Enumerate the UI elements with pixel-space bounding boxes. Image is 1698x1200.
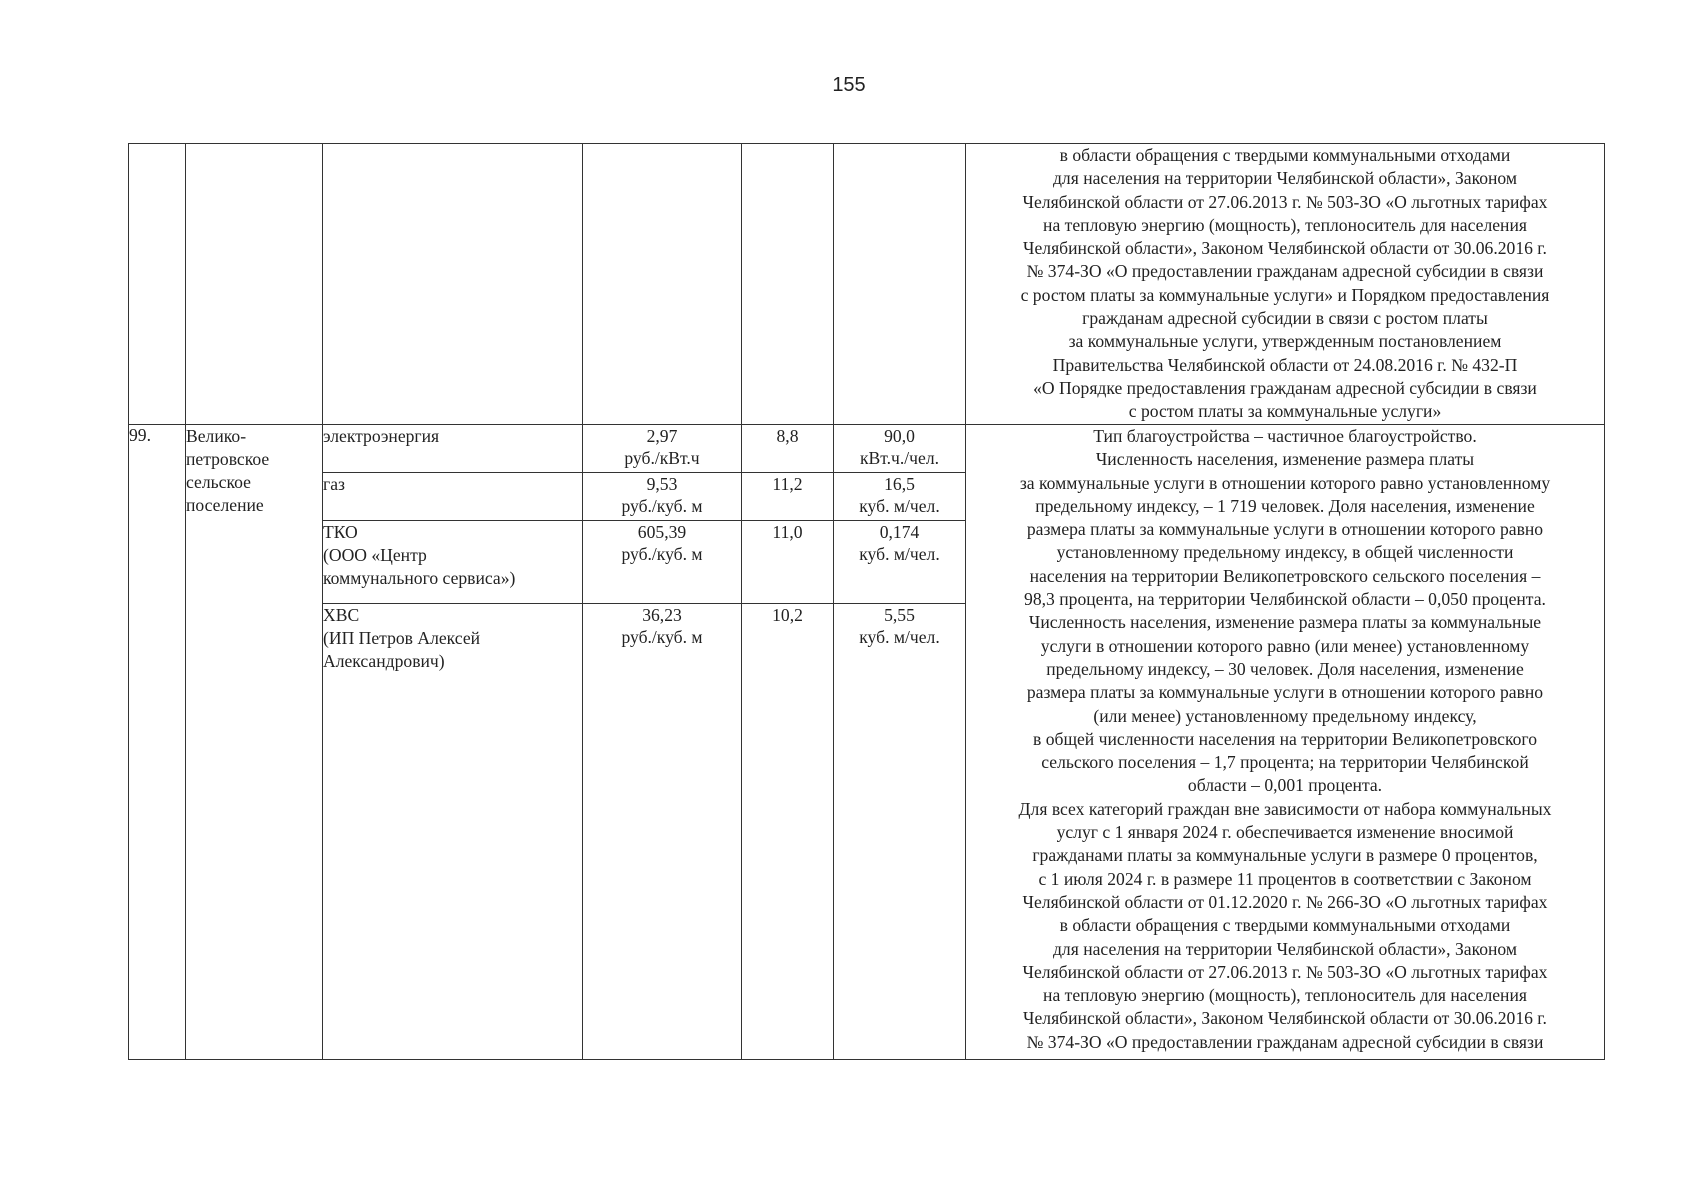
tariff-value: 2,97	[646, 426, 678, 446]
norm-cell	[834, 473, 966, 521]
row-note	[966, 425, 1605, 1060]
note-line: Правительства Челябинской области от 24.08.2016 г. № 432-П	[1052, 354, 1518, 375]
tariff-unit: руб./кВт.ч	[624, 448, 700, 468]
tariff-unit: руб./куб. м	[621, 627, 703, 647]
norm-value: 90,0	[884, 426, 915, 446]
note-line: с ростом платы за коммунальные услуги» и Порядком предоставления	[1020, 284, 1550, 305]
service-name	[323, 604, 583, 1060]
note-line: населения на территории Великопетровского сельского поселения –	[1029, 565, 1541, 586]
note-line: (или менее) установленному предельному индексу,	[1093, 705, 1477, 726]
service-name-line: (ИП Петров Алексей	[323, 628, 481, 648]
row-number: 99.	[129, 425, 186, 1060]
empty-cell	[129, 144, 186, 425]
service-name	[323, 425, 583, 473]
note-line: сельского поселения – 1,7 процента; на территории Челябинской	[1041, 752, 1529, 773]
note-line: в области обращения с твердыми коммунальными отходами	[1059, 145, 1511, 165]
service-row-electricity	[129, 425, 1605, 473]
norm-cell	[834, 521, 966, 604]
note-line: в области обращения с твердыми коммунальными отходами	[1059, 915, 1511, 936]
note-line: Тип благоустройства – частичное благоустройство.	[1093, 426, 1477, 446]
note-line: в общей численности населения на территории Великопетровского	[1033, 728, 1537, 749]
tariff-cell	[583, 425, 742, 473]
note-line: Челябинской области от 01.12.2020 г. № 266-ЗО «О льготных тарифах	[1022, 891, 1548, 912]
service-name	[323, 521, 583, 604]
note-line: Челябинской области», Законом Челябинской области от 30.06.2016 г.	[1023, 1008, 1547, 1029]
note-line: гражданам адресной субсидии в связи с ростом платы	[1082, 308, 1488, 329]
norm-value: 16,5	[884, 474, 915, 494]
tariff-cell	[583, 473, 742, 521]
note-line: за коммунальные услуги, утвержденным постановлением	[1068, 331, 1502, 352]
note-line: № 374-ЗО «О предоставлении гражданам адресной субсидии в связи	[1026, 1031, 1544, 1052]
tariff-table	[128, 143, 1605, 1060]
note-line: Челябинской области от 27.06.2013 г. № 503-ЗО «О льготных тарифах	[1022, 191, 1548, 212]
note-line: Челябинской области», Законом Челябинской области от 30.06.2016 г.	[1023, 238, 1547, 259]
settlement-line: петровское	[186, 449, 270, 469]
service-name-line: ХВС	[323, 605, 360, 625]
service-name-line: газ	[323, 474, 345, 494]
empty-cell	[742, 144, 834, 425]
note-line: с ростом платы за коммунальные услуги»	[1128, 401, 1442, 422]
empty-cell	[583, 144, 742, 425]
note-line: области – 0,001 процента.	[1187, 775, 1383, 796]
note-line: Для всех категорий граждан вне зависимости от набора коммунальных	[1018, 798, 1552, 819]
empty-cell	[186, 144, 323, 425]
tariff-cell	[583, 521, 742, 604]
service-name-line: электроэнергия	[323, 426, 440, 446]
tariff-value: 9,53	[646, 474, 678, 494]
norm-unit: куб. м/чел.	[859, 627, 940, 647]
note-line: «О Порядке предоставления гражданам адресной субсидии в связи	[1033, 377, 1537, 398]
tariff-value: 36,23	[642, 605, 682, 625]
tariff-unit: руб./куб. м	[621, 544, 703, 564]
note-line: для населения на территории Челябинской области», Законом	[1052, 168, 1518, 189]
continuation-note	[966, 144, 1605, 425]
note-line: размера платы за коммунальные услуги в отношении которого равно	[1026, 682, 1544, 703]
note-line: Численность населения, изменение размера платы	[1095, 449, 1475, 470]
note-line: гражданами платы за коммунальные услуги в размере 0 процентов,	[1032, 845, 1538, 866]
norm-value: 0,174	[879, 522, 920, 542]
page-number: 155	[832, 74, 866, 96]
service-name-line: Александрович)	[323, 651, 445, 671]
note-line: на тепловую энергию (мощность), теплоноситель для населения	[1043, 985, 1527, 1006]
empty-cell	[834, 144, 966, 425]
note-line: № 374-ЗО «О предоставлении гражданам адресной субсидии в связи	[1026, 261, 1544, 282]
tariff-unit: руб./куб. м	[621, 496, 703, 516]
note-line: услуг с 1 января 2024 г. обеспечивается изменение вносимой	[1056, 822, 1514, 843]
norm-cell	[834, 604, 966, 1060]
note-line: за коммунальные услуги в отношении которого равно установленному	[1019, 472, 1551, 493]
note-line: Челябинской области от 27.06.2013 г. № 503-ЗО «О льготных тарифах	[1022, 961, 1548, 982]
note-line: с 1 июля 2024 г. в размере 11 процентов в соответствии с Законом	[1038, 868, 1532, 889]
note-line: предельному индексу, – 1 719 человек. Доля населения, изменение	[1035, 495, 1535, 516]
note-line: 98,3 процента, на территории Челябинской области – 0,050 процента.	[1024, 589, 1546, 610]
settlement-line: сельское	[186, 472, 251, 492]
note-line: на тепловую энергию (мощность), теплоноситель для населения	[1043, 214, 1527, 235]
norm-cell	[834, 425, 966, 473]
service-name	[323, 473, 583, 521]
service-name-line: ТКО	[323, 522, 358, 542]
settlement-name	[186, 425, 323, 1060]
tariff-value: 605,39	[637, 522, 687, 542]
index-cell: 10,2	[742, 604, 834, 1060]
service-name-line: (ООО «Центр	[323, 545, 427, 565]
settlement-line: поселение	[186, 495, 264, 515]
index-cell: 11,0	[742, 521, 834, 604]
note-line: услуги в отношении которого равно (или менее) установленному	[1040, 635, 1530, 656]
norm-unit: куб. м/чел.	[859, 544, 940, 564]
norm-unit: кВт.ч./чел.	[859, 448, 940, 468]
index-cell: 11,2	[742, 473, 834, 521]
norm-value: 5,55	[884, 605, 915, 625]
note-line: Численность населения, изменение размера платы за коммунальные	[1028, 612, 1542, 633]
note-line: размера платы за коммунальные услуги в отношении которого равно	[1026, 519, 1544, 540]
norm-unit: куб. м/чел.	[859, 496, 940, 516]
index-cell: 8,8	[742, 425, 834, 473]
settlement-line: Велико-	[186, 426, 247, 446]
note-line: предельному индексу, – 30 человек. Доля населения, изменение	[1046, 658, 1524, 679]
service-name-line: коммунального сервиса»)	[323, 568, 516, 588]
continuation-row	[129, 144, 1605, 425]
empty-cell	[323, 144, 583, 425]
note-line: для населения на территории Челябинской области», Законом	[1052, 938, 1518, 959]
tariff-cell	[583, 604, 742, 1060]
note-line: установленному предельному индексу, в общей численности	[1056, 542, 1514, 563]
